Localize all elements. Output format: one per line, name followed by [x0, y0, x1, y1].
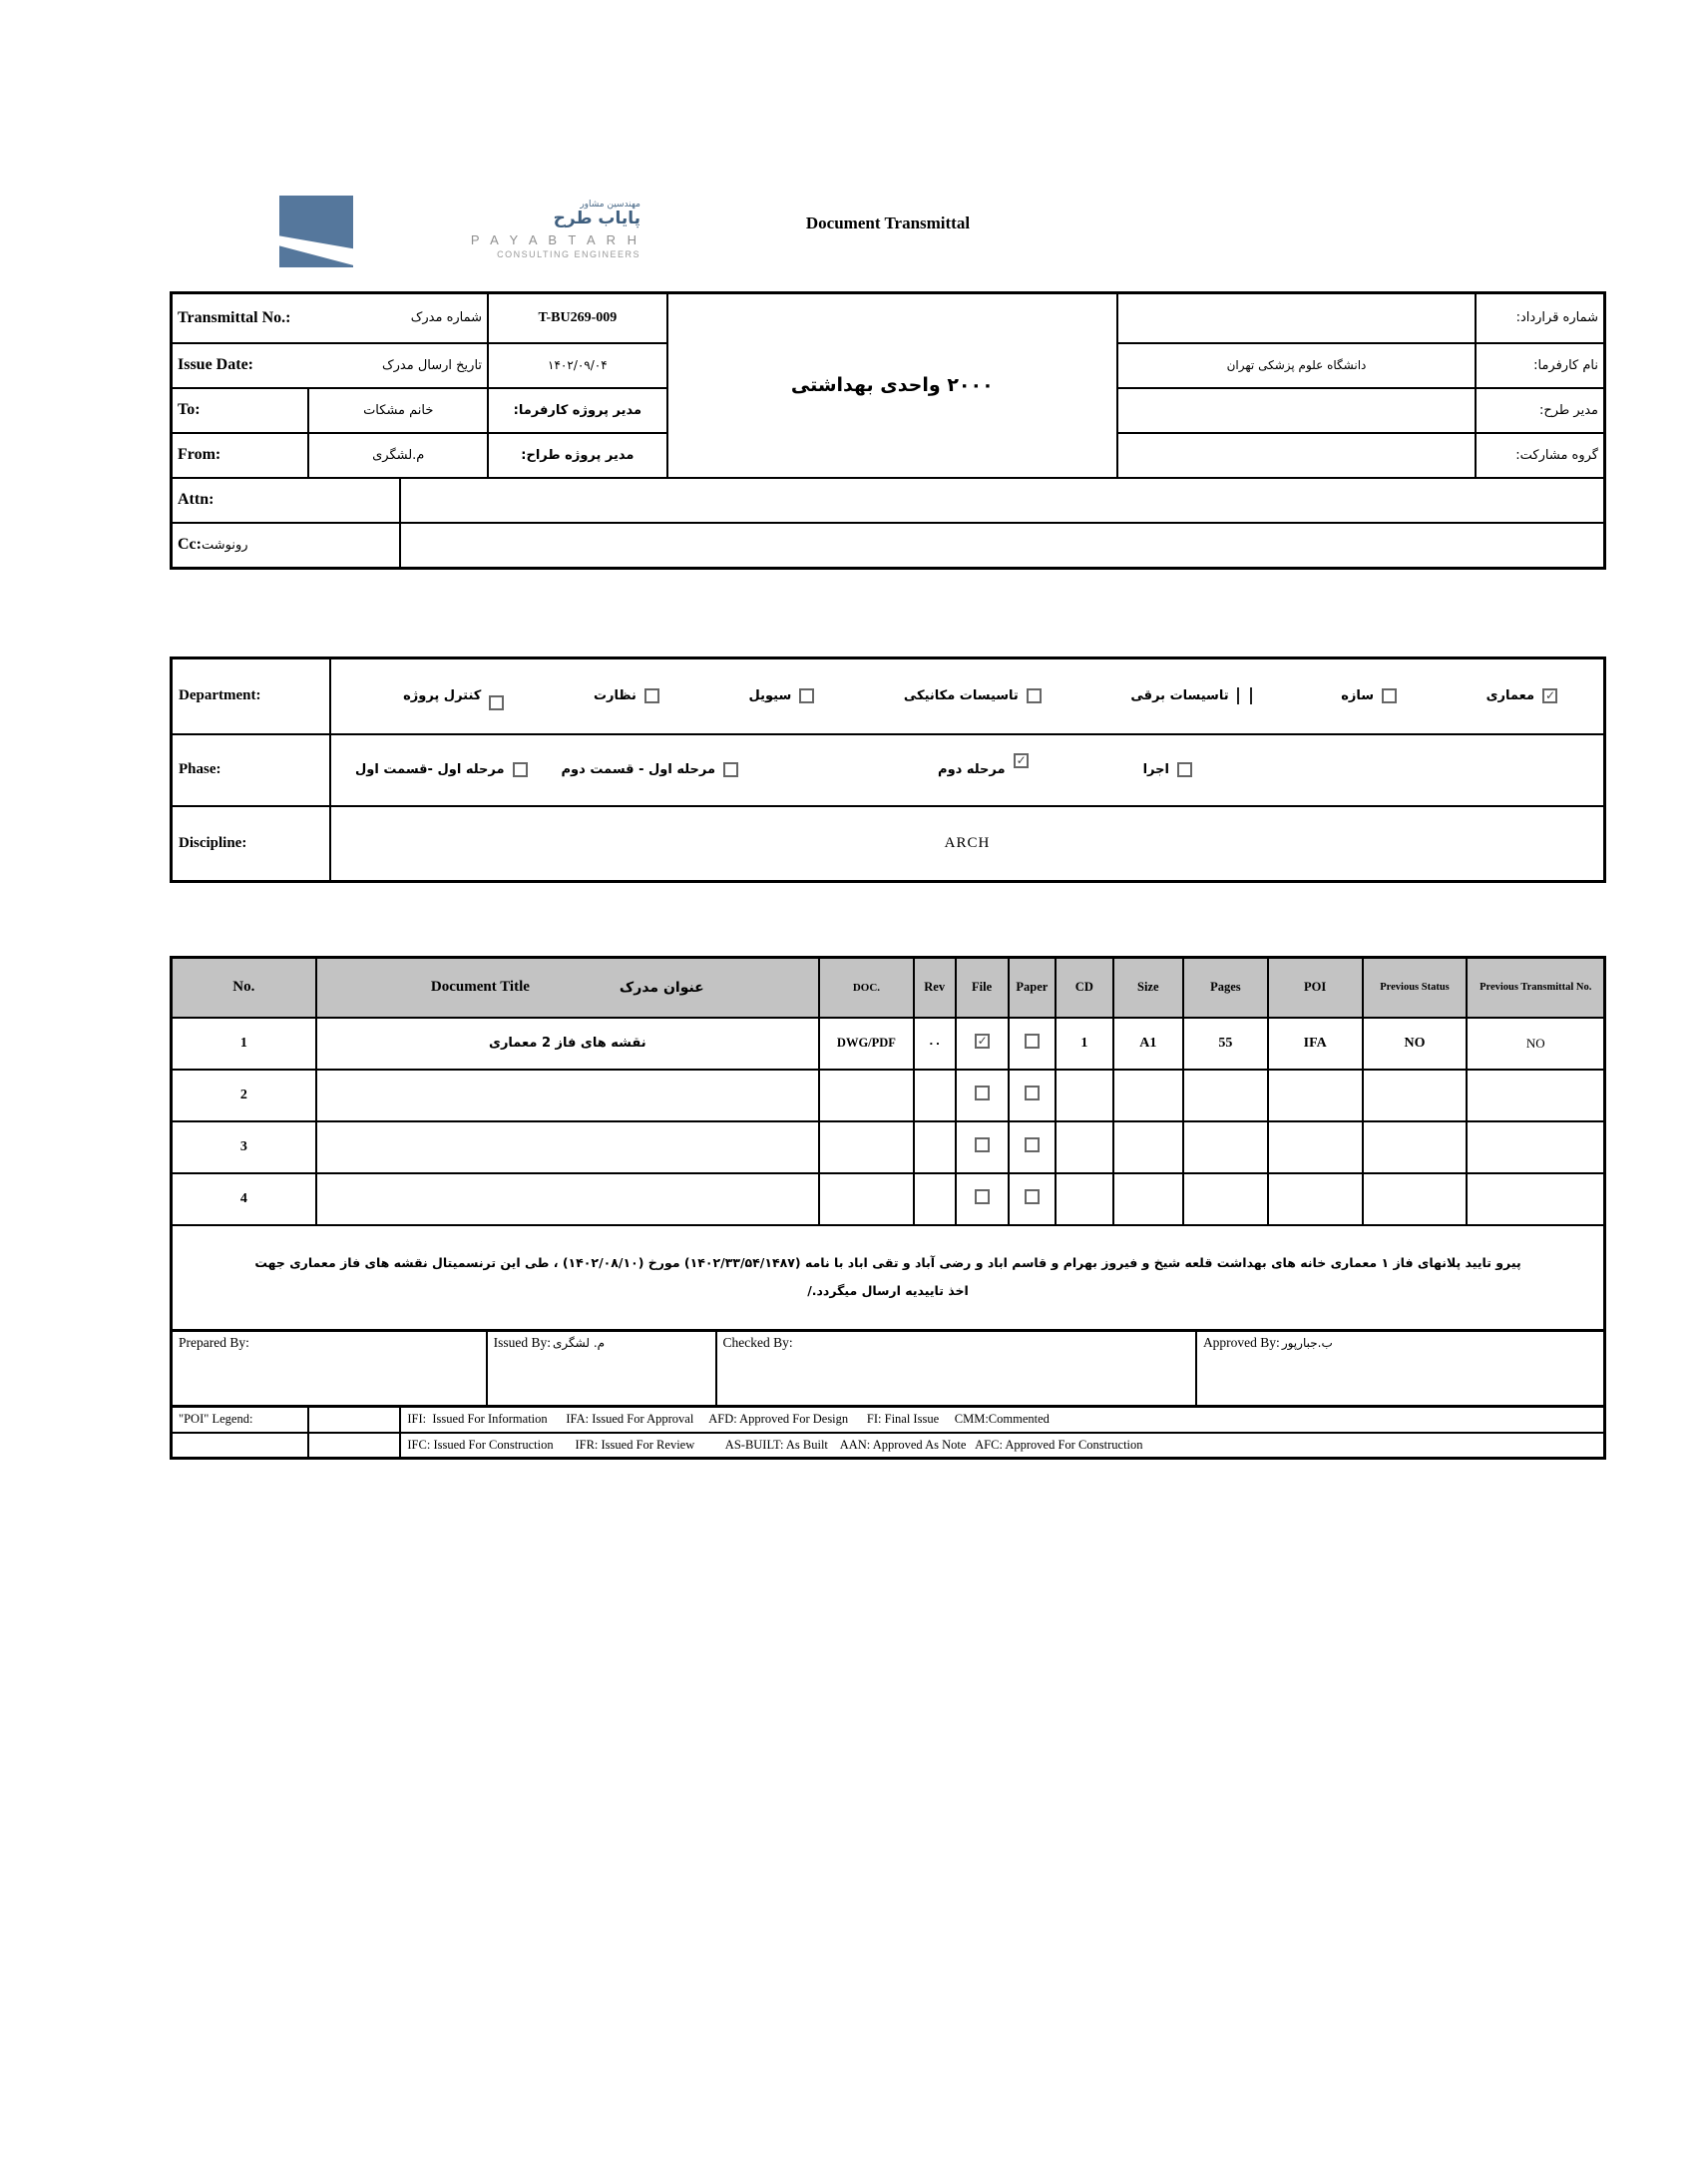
row1-file-cell — [956, 1018, 1009, 1070]
phase-stage1-part1 — [355, 762, 528, 777]
issue-date-value: ۱۴۰۲/۰۹/۰۴ — [488, 343, 667, 388]
poi-legend-line2: IFC: Issued For Construction IFR: Issued For Review AS-BUILT: As Built AAN: Approved As Note AFC: Approved For Construction — [400, 1433, 1604, 1459]
issued-by-label: Issued By: — [493, 1335, 551, 1350]
row3-file-cell — [956, 1121, 1009, 1173]
row2-title — [316, 1070, 819, 1121]
phase-stage1-part2 — [562, 762, 739, 777]
row2-prev-transmittal — [1467, 1070, 1604, 1121]
department-memari-checkbox[interactable] — [1542, 688, 1557, 703]
notes-line1: پیرو تایید پلانهای فاز ۱ معماری خانه های بهداشت قلعه شیخ و فیروز بهرام و قاسم اباد و رضی آباد و تقی اباد با نامه (۱۴۰۲/۳۳/۵۴/۱۴۸۷) مورخ (۱۴۰۲/۰۸/۱۰) ، طی این ترنسمیتال نقشه های فاز معماری جهت — [254, 1254, 1521, 1270]
document-row-2 — [172, 1070, 1605, 1121]
logo-en-subtitle: CONSULTING ENGINEERS — [497, 248, 640, 259]
row4-paper-cell — [1009, 1173, 1056, 1225]
contract-no-value — [1117, 293, 1476, 343]
department-sazeh-checkbox[interactable] — [1382, 688, 1397, 703]
issue-date-label-fa: تاریخ ارسال مدرک — [382, 357, 483, 373]
col-header-title-fa: عنوان مدرک — [619, 979, 704, 996]
row2-size — [1113, 1070, 1183, 1121]
document-row-4 — [172, 1173, 1605, 1225]
col-header-cd: CD — [1056, 958, 1112, 1018]
phase-stage2 — [938, 762, 1029, 777]
poi-legend-empty-1 — [172, 1433, 309, 1459]
row1-prev-transmittal: NO — [1467, 1018, 1604, 1070]
row3-paper-cell — [1009, 1121, 1056, 1173]
row3-size — [1113, 1121, 1183, 1173]
issue-date-label-cell — [172, 343, 489, 388]
to-value: خانم مشکات — [308, 388, 488, 433]
department-civil-label: سیویل — [748, 688, 792, 704]
row4-paper-checkbox[interactable] — [1025, 1189, 1040, 1204]
phase-execution — [1143, 762, 1192, 777]
document-list-table — [170, 956, 1606, 1332]
logo-fa-tagline: مهندسین مشاور — [580, 200, 640, 210]
row4-no: 4 — [172, 1173, 316, 1225]
partnership-value — [1117, 433, 1476, 478]
phase-stage1-part2-checkbox[interactable] — [723, 762, 738, 777]
poi-legend-spacer-2 — [308, 1433, 400, 1459]
partnership-label: گروه مشارکت: — [1476, 433, 1604, 478]
row3-paper-checkbox[interactable] — [1025, 1137, 1040, 1152]
transmittal-no-value: T-BU269-009 — [488, 293, 667, 343]
checked-by-label: Checked By: — [722, 1335, 793, 1350]
col-header-no: No. — [172, 958, 316, 1018]
cc-label-fa: رونوشت — [201, 538, 248, 554]
row3-poi — [1268, 1121, 1363, 1173]
row1-paper-checkbox[interactable] — [1025, 1034, 1040, 1049]
department-sazeh — [1341, 688, 1397, 703]
checked-by-cell — [716, 1331, 1196, 1407]
poi-legend-table — [170, 1405, 1606, 1460]
logo-fa-name: پایاب طرح — [553, 209, 640, 228]
department-sazeh-label: سازه — [1341, 688, 1375, 704]
department-supervision-label: نظارت — [593, 688, 636, 704]
contract-no-label: شماره قرارداد: — [1476, 293, 1604, 343]
cc-label-en: Cc: — [178, 536, 202, 554]
phase-stage2-checkbox[interactable] — [1014, 753, 1029, 768]
phase-label: Phase: — [172, 734, 331, 806]
phase-stage1-part1-label: مرحله اول -قسمت اول — [355, 762, 505, 777]
row3-file-checkbox[interactable] — [975, 1137, 990, 1152]
department-project-control — [403, 688, 504, 703]
row4-rev — [914, 1173, 956, 1225]
issued-by-cell — [487, 1331, 716, 1407]
row4-file-cell — [956, 1173, 1009, 1225]
row1-file-checkbox[interactable] — [975, 1034, 990, 1049]
project-title: ۲۰۰۰ واحدی بهداشتی — [790, 374, 994, 397]
department-supervision — [594, 688, 659, 703]
department-mechanical — [904, 688, 1042, 703]
col-header-title-en: Document Title — [430, 979, 530, 996]
issued-by-value: م. لشگری — [553, 1336, 606, 1350]
department-electrical — [1130, 687, 1251, 704]
row2-rev — [914, 1070, 956, 1121]
transmittal-no-label-fa: شماره مدرک — [410, 310, 483, 326]
col-header-rev: Rev — [914, 958, 956, 1018]
row1-rev: ۰۰ — [914, 1018, 956, 1070]
document-row-3 — [172, 1121, 1605, 1173]
design-manager-label: مدیر طرح: — [1476, 388, 1604, 433]
classification-table — [170, 656, 1606, 883]
row1-cd: 1 — [1056, 1018, 1112, 1070]
col-header-size: Size — [1113, 958, 1183, 1018]
department-project-control-checkbox[interactable] — [489, 695, 504, 710]
designer-pm-label: مدیر پروژه طراح: — [488, 433, 667, 478]
notes-cell — [172, 1225, 1605, 1331]
col-header-file: File — [956, 958, 1009, 1018]
row1-no: 1 — [172, 1018, 316, 1070]
row4-doc — [819, 1173, 914, 1225]
poi-legend-spacer-1 — [308, 1407, 400, 1433]
prepared-by-cell — [172, 1331, 487, 1407]
department-electrical-label: تاسیسات برقی — [1130, 688, 1229, 704]
page-title: Document Transmittal — [805, 214, 971, 232]
row4-title — [316, 1173, 819, 1225]
transmittal-info-table — [170, 291, 1606, 570]
to-label: To: — [172, 388, 309, 433]
department-option-memari — [1486, 688, 1557, 703]
transmittal-no-label-cell — [172, 293, 489, 343]
row3-title — [316, 1121, 819, 1173]
col-header-prev-status: Previous Status — [1363, 958, 1468, 1018]
logo-en-name: P A Y A B T A R H — [470, 231, 640, 247]
row2-cd — [1056, 1070, 1112, 1121]
department-supervision-checkbox[interactable] — [644, 688, 659, 703]
row1-prev-status: NO — [1363, 1018, 1468, 1070]
department-memari-label: معماری — [1485, 688, 1534, 704]
phase-stage2-label: مرحله دوم — [938, 762, 1006, 777]
row3-rev — [914, 1121, 956, 1173]
row1-paper-cell — [1009, 1018, 1056, 1070]
transmittal-no-label-en: Transmittal No.: — [178, 308, 291, 326]
department-electrical-checkbox[interactable] — [1237, 687, 1252, 704]
cc-value — [400, 523, 1604, 569]
discipline-value: ARCH — [330, 806, 1605, 882]
client-pm-label: مدیر پروژه کارفرما: — [488, 388, 667, 433]
row2-doc — [819, 1070, 914, 1121]
discipline-label: Discipline: — [172, 806, 331, 882]
row2-prev-status — [1363, 1070, 1468, 1121]
row4-size — [1113, 1173, 1183, 1225]
approved-by-cell — [1196, 1331, 1605, 1407]
poi-legend-line1: IFI: Issued For Information IFA: Issued For Approval AFD: Approved For Design FI: Final Issue CMM:Commented — [400, 1407, 1604, 1433]
row1-title: نقشه های فاز 2 معماری — [316, 1018, 819, 1070]
phase-execution-label: اجرا — [1142, 762, 1169, 777]
prepared-by-label: Prepared By: — [179, 1335, 249, 1350]
row1-pages: 55 — [1183, 1018, 1268, 1070]
department-mechanical-checkbox[interactable] — [1027, 688, 1042, 703]
project-title-cell — [667, 293, 1117, 478]
col-header-pages: Pages — [1183, 958, 1268, 1018]
row1-size: A1 — [1113, 1018, 1183, 1070]
cc-label-cell — [172, 523, 401, 569]
col-header-paper: Paper — [1009, 958, 1056, 1018]
col-header-prev-transmittal: Previous Transmittal No. — [1467, 958, 1604, 1018]
row4-file-checkbox[interactable] — [975, 1189, 990, 1204]
phase-stage1-part1-checkbox[interactable] — [513, 762, 528, 777]
department-mechanical-label: تاسیسات مکانیکی — [903, 688, 1019, 704]
attn-label: Attn: — [172, 478, 401, 523]
col-header-title — [316, 958, 819, 1018]
notes-line2: اخذ تاییدیه ارسال میگردد./ — [807, 1283, 969, 1299]
phase-options-cell — [330, 734, 1605, 806]
design-manager-value — [1117, 388, 1476, 433]
document-row-1 — [172, 1018, 1605, 1070]
client-name-label: نام کارفرما: — [1476, 343, 1604, 388]
row2-pages — [1183, 1070, 1268, 1121]
phase-stage1-part2-label: مرحله اول - قسمت دوم — [561, 762, 716, 777]
approved-by-label: Approved By: — [1202, 1335, 1280, 1350]
col-header-doc: DOC. — [819, 958, 914, 1018]
row2-file-checkbox[interactable] — [975, 1086, 990, 1100]
row3-no: 3 — [172, 1121, 316, 1173]
row4-cd — [1056, 1173, 1112, 1225]
department-civil-checkbox[interactable] — [799, 688, 814, 703]
row4-prev-transmittal — [1467, 1173, 1604, 1225]
attn-value — [400, 478, 1604, 523]
row2-poi — [1268, 1070, 1363, 1121]
row4-pages — [1183, 1173, 1268, 1225]
row3-doc — [819, 1121, 914, 1173]
row3-pages — [1183, 1121, 1268, 1173]
from-label: From: — [172, 433, 309, 478]
signature-table — [170, 1329, 1606, 1408]
col-header-poi: POI — [1268, 958, 1363, 1018]
row1-doc: DWG/PDF — [819, 1018, 914, 1070]
poi-legend-label: "POI" Legend: — [172, 1407, 309, 1433]
row2-paper-checkbox[interactable] — [1025, 1086, 1040, 1100]
row2-paper-cell — [1009, 1070, 1056, 1121]
row3-prev-status — [1363, 1121, 1468, 1173]
row1-poi: IFA — [1268, 1018, 1363, 1070]
client-name-value: دانشگاه علوم پزشکی تهران — [1117, 343, 1476, 388]
row2-no: 2 — [172, 1070, 316, 1121]
row2-file-cell — [956, 1070, 1009, 1121]
department-label: Department: — [172, 658, 331, 734]
issue-date-label-en: Issue Date: — [178, 356, 253, 373]
row3-prev-transmittal — [1467, 1121, 1604, 1173]
from-value: م.لشگری — [308, 433, 488, 478]
department-options-cell — [330, 658, 1605, 734]
row4-prev-status — [1363, 1173, 1468, 1225]
row4-poi — [1268, 1173, 1363, 1225]
department-project-control-label: کنترل پروژه — [403, 688, 482, 704]
department-civil — [749, 688, 815, 703]
approved-by-value: ب.جبارپور — [1281, 1336, 1333, 1350]
row3-cd — [1056, 1121, 1112, 1173]
phase-execution-checkbox[interactable] — [1177, 762, 1192, 777]
